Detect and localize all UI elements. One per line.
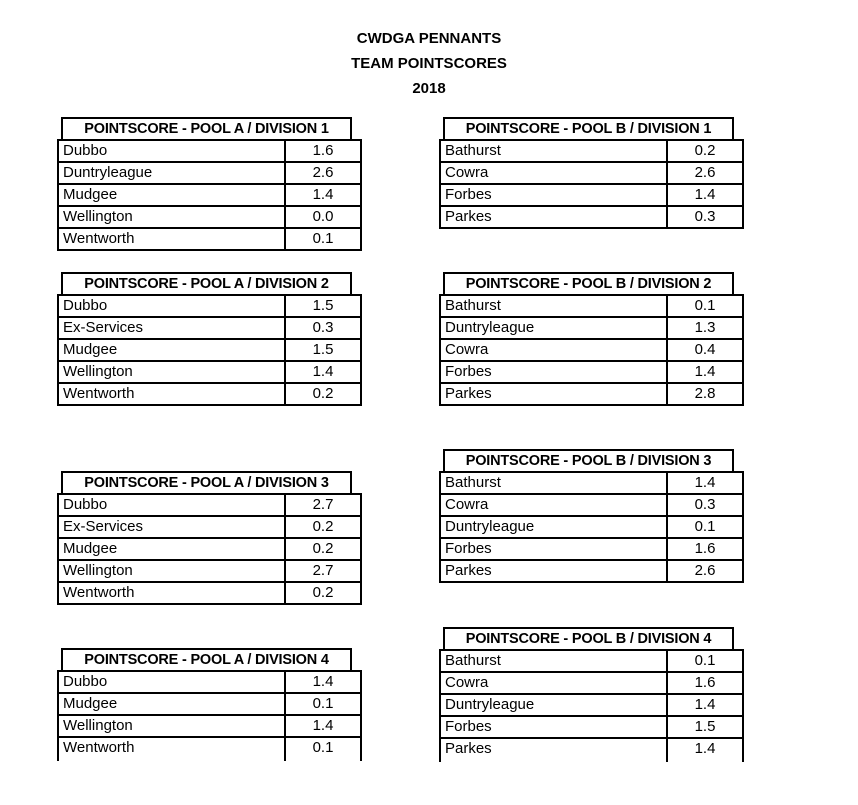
table-body bbox=[57, 493, 362, 605]
pointscore-table-pool-a-division-4 bbox=[57, 648, 362, 761]
table-row bbox=[59, 694, 360, 716]
table-row bbox=[441, 739, 742, 759]
team-score-cell: 2.6 bbox=[666, 561, 742, 581]
table-row bbox=[441, 340, 742, 362]
table-row bbox=[441, 362, 742, 384]
team-score-cell: 0.3 bbox=[666, 495, 742, 515]
table-row bbox=[59, 583, 360, 605]
team-name-cell: Wentworth bbox=[63, 230, 135, 247]
stub-cell bbox=[666, 759, 742, 762]
table-row bbox=[441, 651, 742, 673]
team-score-cell: 1.4 bbox=[666, 695, 742, 715]
table-row bbox=[59, 716, 360, 738]
table-row bbox=[441, 539, 742, 561]
pointscore-table-pool-a-division-2 bbox=[57, 272, 362, 406]
table-row bbox=[59, 163, 360, 185]
team-name-cell: Dubbo bbox=[63, 673, 108, 690]
team-name-cell: Dubbo bbox=[63, 297, 108, 314]
team-name-cell: Bathurst bbox=[445, 474, 501, 491]
pointscore-table-pool-b-division-2 bbox=[439, 272, 744, 406]
team-score-cell: 0.2 bbox=[666, 141, 742, 161]
team-name-cell: Wellington bbox=[63, 363, 133, 380]
team-name-cell: Wellington bbox=[63, 208, 133, 225]
team-name-cell: Forbes bbox=[445, 363, 492, 380]
team-score-cell: 1.3 bbox=[666, 318, 742, 338]
pointscore-table-pool-b-division-3 bbox=[439, 449, 744, 583]
table-body bbox=[57, 294, 362, 406]
table-row bbox=[59, 672, 360, 694]
pointscore-table-pool-a-division-1 bbox=[57, 117, 362, 251]
team-name-cell: Wentworth bbox=[63, 584, 135, 601]
team-score-cell: 1.5 bbox=[284, 340, 360, 360]
table-row bbox=[441, 673, 742, 695]
team-score-cell: 1.6 bbox=[284, 141, 360, 161]
team-score-cell: 1.4 bbox=[666, 739, 742, 759]
table-row bbox=[59, 517, 360, 539]
table-body bbox=[439, 139, 744, 229]
team-score-cell: 1.4 bbox=[666, 362, 742, 382]
table-row bbox=[59, 185, 360, 207]
table-row bbox=[59, 207, 360, 229]
team-score-cell: 1.4 bbox=[284, 672, 360, 692]
team-name-cell: Wentworth bbox=[63, 739, 135, 756]
table-header: POINTSCORE - POOL A / DIVISION 3 bbox=[61, 471, 352, 493]
team-score-cell: 0.1 bbox=[284, 694, 360, 714]
table-header: POINTSCORE - POOL B / DIVISION 3 bbox=[443, 449, 734, 471]
team-name-cell: Mudgee bbox=[63, 186, 118, 203]
table-row bbox=[441, 495, 742, 517]
table-row bbox=[441, 517, 742, 539]
table-row bbox=[441, 163, 742, 185]
team-score-cell: 2.7 bbox=[284, 495, 360, 515]
team-name-cell: Duntryleague bbox=[445, 319, 535, 336]
border-stub bbox=[441, 759, 742, 762]
team-score-cell: 0.3 bbox=[284, 318, 360, 338]
table-header: POINTSCORE - POOL A / DIVISION 4 bbox=[61, 648, 352, 670]
team-score-cell: 1.4 bbox=[284, 185, 360, 205]
table-row bbox=[59, 561, 360, 583]
team-score-cell: 2.8 bbox=[666, 384, 742, 404]
table-header: POINTSCORE - POOL B / DIVISION 4 bbox=[443, 627, 734, 649]
team-score-cell: 1.4 bbox=[666, 473, 742, 493]
team-score-cell: 1.4 bbox=[284, 362, 360, 382]
team-name-cell: Parkes bbox=[445, 562, 492, 579]
table-row bbox=[59, 318, 360, 340]
team-score-cell: 0.1 bbox=[666, 517, 742, 537]
table-row bbox=[59, 495, 360, 517]
table-row bbox=[59, 296, 360, 318]
team-name-cell: Duntryleague bbox=[445, 518, 535, 535]
table-body bbox=[439, 471, 744, 583]
team-name-cell: Duntryleague bbox=[445, 696, 535, 713]
team-name-cell: Cowra bbox=[445, 674, 489, 691]
border-stub bbox=[59, 758, 360, 761]
team-score-cell: 0.2 bbox=[284, 583, 360, 603]
team-score-cell: 1.5 bbox=[284, 296, 360, 316]
table-row bbox=[441, 561, 742, 583]
team-score-cell: 1.6 bbox=[666, 673, 742, 693]
pointscore-table-pool-b-division-4 bbox=[439, 627, 744, 762]
title-line-2: TEAM POINTSCORES bbox=[351, 55, 507, 72]
team-name-cell: Ex-Services bbox=[63, 319, 144, 336]
table-body bbox=[57, 139, 362, 251]
team-name-cell: Ex-Services bbox=[63, 518, 144, 535]
table-row bbox=[441, 141, 742, 163]
team-score-cell: 1.4 bbox=[666, 185, 742, 205]
team-name-cell: Parkes bbox=[445, 208, 492, 225]
team-name-cell: Forbes bbox=[445, 718, 492, 735]
team-score-cell: 0.4 bbox=[666, 340, 742, 360]
team-score-cell: 0.0 bbox=[284, 207, 360, 227]
team-name-cell: Parkes bbox=[445, 740, 492, 757]
team-name-cell: Wellington bbox=[63, 717, 133, 734]
team-score-cell: 1.4 bbox=[284, 716, 360, 736]
table-header: POINTSCORE - POOL B / DIVISION 1 bbox=[443, 117, 734, 139]
team-name-cell: Dubbo bbox=[63, 142, 108, 159]
document-title bbox=[0, 26, 858, 101]
team-name-cell: Wellington bbox=[63, 562, 133, 579]
table-row bbox=[59, 539, 360, 561]
table-row bbox=[59, 229, 360, 251]
team-score-cell: 0.3 bbox=[666, 207, 742, 227]
table-header: POINTSCORE - POOL A / DIVISION 1 bbox=[61, 117, 352, 139]
team-name-cell: Cowra bbox=[445, 164, 489, 181]
team-score-cell: 1.5 bbox=[666, 717, 742, 737]
table-body bbox=[57, 670, 362, 761]
team-name-cell: Parkes bbox=[445, 385, 492, 402]
team-name-cell: Bathurst bbox=[445, 652, 501, 669]
table-row bbox=[441, 207, 742, 229]
stub-cell bbox=[441, 759, 666, 762]
team-score-cell: 0.1 bbox=[666, 296, 742, 316]
table-row bbox=[59, 738, 360, 758]
table-body bbox=[439, 649, 744, 762]
team-score-cell: 0.2 bbox=[284, 384, 360, 404]
team-name-cell: Duntryleague bbox=[63, 164, 153, 181]
table-row bbox=[59, 362, 360, 384]
table-row bbox=[441, 384, 742, 406]
team-name-cell: Bathurst bbox=[445, 297, 501, 314]
table-row bbox=[441, 473, 742, 495]
team-name-cell: Cowra bbox=[445, 341, 489, 358]
table-row bbox=[441, 717, 742, 739]
pointscore-table-pool-b-division-1 bbox=[439, 117, 744, 229]
team-score-cell: 2.7 bbox=[284, 561, 360, 581]
table-row bbox=[441, 296, 742, 318]
team-score-cell: 0.1 bbox=[666, 651, 742, 671]
team-score-cell: 1.6 bbox=[666, 539, 742, 559]
table-row bbox=[59, 384, 360, 406]
team-score-cell: 0.1 bbox=[284, 738, 360, 758]
team-score-cell: 0.2 bbox=[284, 517, 360, 537]
team-name-cell: Forbes bbox=[445, 186, 492, 203]
table-row bbox=[441, 318, 742, 340]
team-score-cell: 2.6 bbox=[666, 163, 742, 183]
pointscore-table-pool-a-division-3 bbox=[57, 471, 362, 605]
team-score-cell: 0.1 bbox=[284, 229, 360, 249]
team-name-cell: Wentworth bbox=[63, 385, 135, 402]
team-name-cell: Forbes bbox=[445, 540, 492, 557]
team-name-cell: Dubbo bbox=[63, 496, 108, 513]
team-score-cell: 0.2 bbox=[284, 539, 360, 559]
table-header: POINTSCORE - POOL A / DIVISION 2 bbox=[61, 272, 352, 294]
table-body bbox=[439, 294, 744, 406]
team-name-cell: Mudgee bbox=[63, 540, 118, 557]
team-name-cell: Cowra bbox=[445, 496, 489, 513]
team-score-cell: 2.6 bbox=[284, 163, 360, 183]
table-row bbox=[441, 185, 742, 207]
team-name-cell: Mudgee bbox=[63, 341, 118, 358]
title-line-1: CWDGA PENNANTS bbox=[356, 30, 502, 47]
title-line-3: 2018 bbox=[412, 80, 446, 97]
table-row bbox=[59, 141, 360, 163]
table-row bbox=[59, 340, 360, 362]
team-name-cell: Bathurst bbox=[445, 142, 501, 159]
team-name-cell: Mudgee bbox=[63, 695, 118, 712]
table-header: POINTSCORE - POOL B / DIVISION 2 bbox=[443, 272, 734, 294]
stub-cell bbox=[59, 758, 284, 761]
table-row bbox=[441, 695, 742, 717]
stub-cell bbox=[284, 758, 360, 761]
